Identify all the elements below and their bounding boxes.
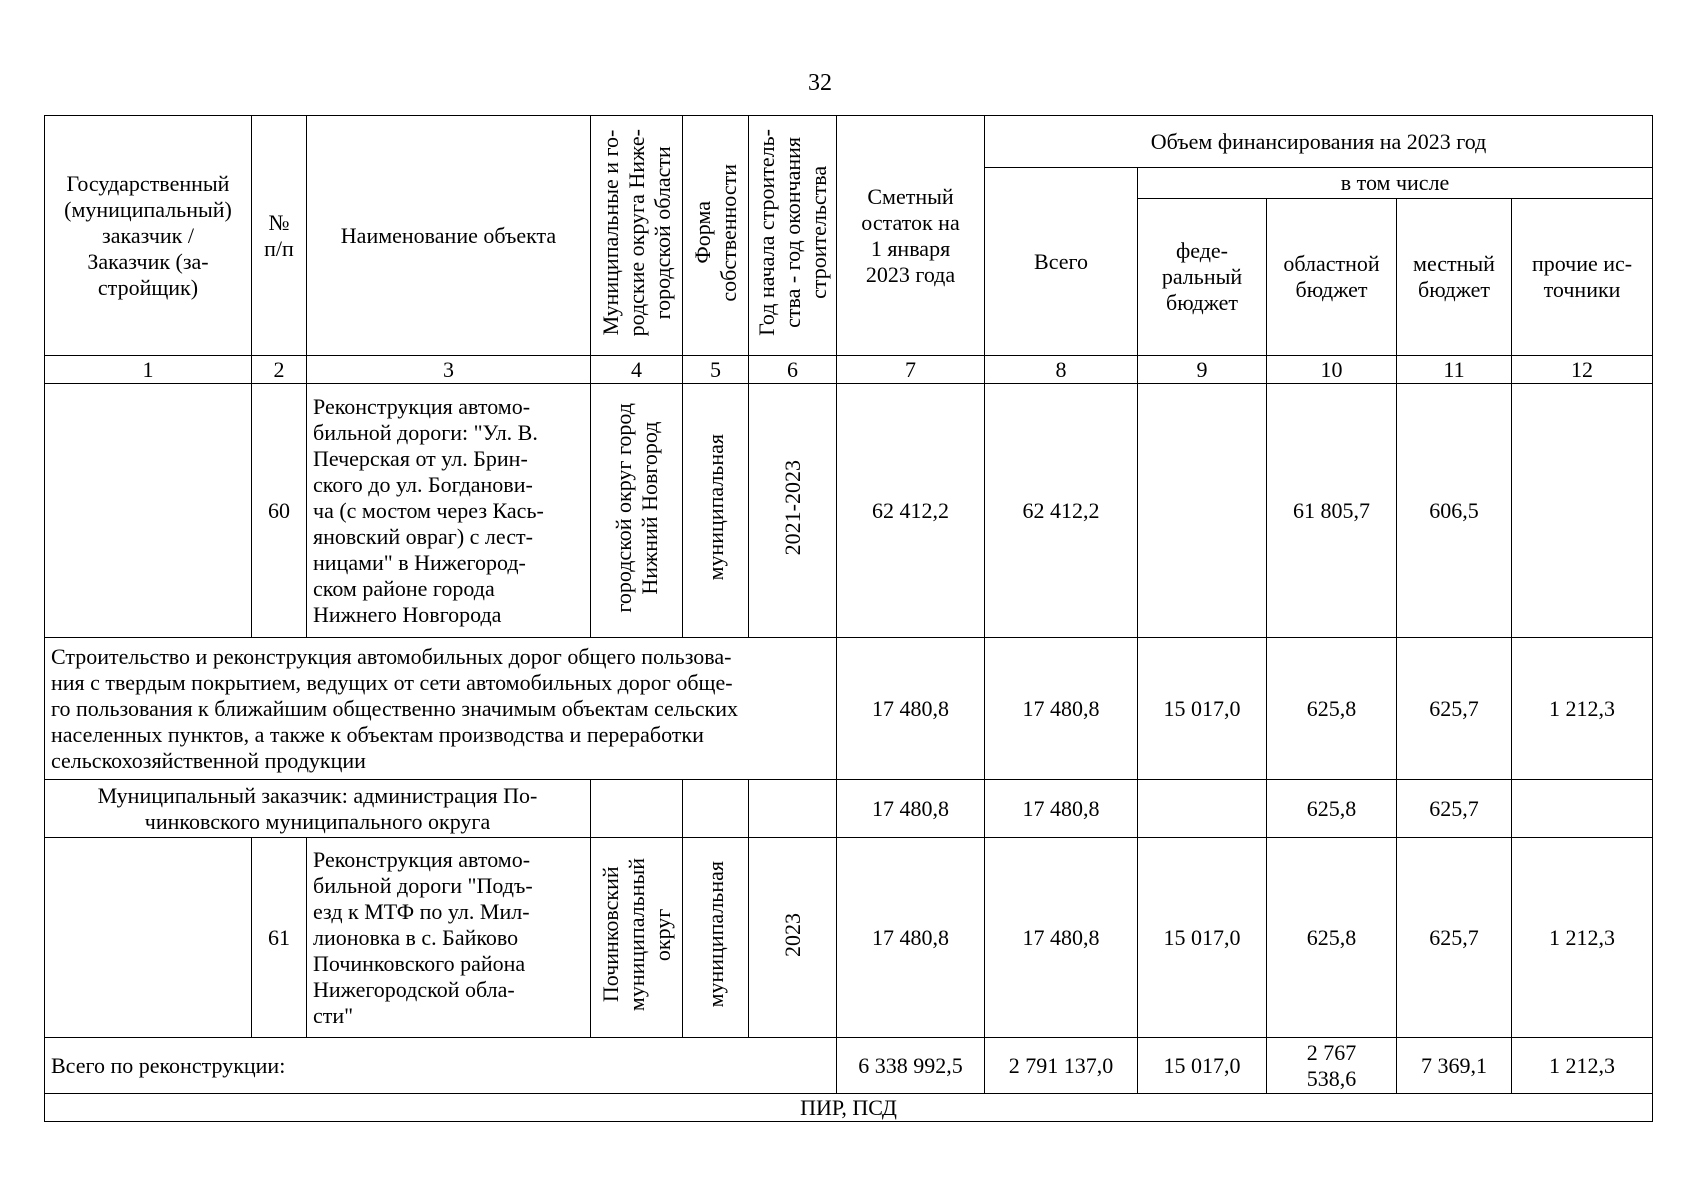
header-number: № п/п xyxy=(252,116,307,356)
federal-value: 15 017,0 xyxy=(1138,1038,1267,1094)
local-value: 625,7 xyxy=(1397,638,1512,780)
regional-value: 625,8 xyxy=(1267,780,1397,838)
customer-cell xyxy=(45,384,252,638)
total-value: 2 791 137,0 xyxy=(985,1038,1138,1094)
header-regional: областной бюджет xyxy=(1267,199,1397,356)
empty-cell xyxy=(683,780,749,838)
object-name: Реконструкция автомо- бильной дороги: "Ул. В. Печерская от ул. Брин- ского до ул. Богданови- ча (с мостом через Кась- яновский овраг) с лест- ницами" в Нижегород- ском районе города Нижнего Новгорода xyxy=(307,384,591,638)
header-federal: феде- ральный бюджет xyxy=(1138,199,1267,356)
row-number: 61 xyxy=(252,838,307,1038)
col-number: 2 xyxy=(252,356,307,384)
district-cell: городской округ город Нижний Новгород xyxy=(591,384,683,638)
federal-value: 15 017,0 xyxy=(1138,838,1267,1038)
header-ownership: Форма собственности xyxy=(683,116,749,356)
regional-value: 61 805,7 xyxy=(1267,384,1397,638)
empty-cell xyxy=(749,780,837,838)
header-years: Год начала строитель- ства - год окончания строительства xyxy=(749,116,837,356)
col-number: 6 xyxy=(749,356,837,384)
ownership-cell: муниципальная xyxy=(683,384,749,638)
table-row xyxy=(45,838,1653,1038)
district-cell: Починковский муниципальный округ xyxy=(591,838,683,1038)
estimate-value: 6 338 992,5 xyxy=(837,1038,985,1094)
federal-value xyxy=(1138,384,1267,638)
federal-value xyxy=(1138,780,1267,838)
section-title: Строительство и реконструкция автомобильных дорог общего пользова- ния с твердым покрытием, ведущих от сети автомобильных дорог обще- го пользования к ближайшим общественно значимым объектам сельских населенных пунктов, а также к объектам производства и переработки сельскохозяйственной продукции xyxy=(45,638,837,780)
table-row xyxy=(45,384,1653,638)
section-row xyxy=(45,638,1653,780)
col-number: 12 xyxy=(1512,356,1653,384)
regional-value: 2 767 538,6 xyxy=(1267,1038,1397,1094)
total-value: 17 480,8 xyxy=(985,838,1138,1038)
header-including: в том числе xyxy=(1138,168,1653,199)
col-number: 10 xyxy=(1267,356,1397,384)
local-value: 7 369,1 xyxy=(1397,1038,1512,1094)
other-value xyxy=(1512,384,1653,638)
other-value: 1 212,3 xyxy=(1512,838,1653,1038)
financing-table xyxy=(44,115,1653,1122)
customer-title: Муниципальный заказчик: администрация По- чинковского муниципального округа xyxy=(45,780,591,838)
footer-section-row xyxy=(45,1094,1653,1122)
regional-value: 625,8 xyxy=(1267,838,1397,1038)
other-value: 1 212,3 xyxy=(1512,1038,1653,1094)
col-number: 8 xyxy=(985,356,1138,384)
other-value: 1 212,3 xyxy=(1512,638,1653,780)
local-value: 625,7 xyxy=(1397,838,1512,1038)
col-number: 7 xyxy=(837,356,985,384)
empty-cell xyxy=(591,780,683,838)
regional-value: 625,8 xyxy=(1267,638,1397,780)
header-object-name: Наименование объекта xyxy=(307,116,591,356)
local-value: 625,7 xyxy=(1397,780,1512,838)
total-value: 62 412,2 xyxy=(985,384,1138,638)
years-cell: 2023 xyxy=(749,838,837,1038)
federal-value: 15 017,0 xyxy=(1138,638,1267,780)
col-number: 5 xyxy=(683,356,749,384)
header-total: Всего xyxy=(985,168,1138,356)
page-number: 32 xyxy=(808,70,832,96)
header-local: местный бюджет xyxy=(1397,199,1512,356)
local-value: 606,5 xyxy=(1397,384,1512,638)
total-value: 17 480,8 xyxy=(985,780,1138,838)
estimate-value: 17 480,8 xyxy=(837,838,985,1038)
other-value xyxy=(1512,780,1653,838)
header-other: прочие ис- точники xyxy=(1512,199,1653,356)
customer-row xyxy=(45,780,1653,838)
estimate-value: 62 412,2 xyxy=(837,384,985,638)
customer-cell xyxy=(45,838,252,1038)
header-estimate: Сметный остаток на 1 января 2023 года xyxy=(837,116,985,356)
total-value: 17 480,8 xyxy=(985,638,1138,780)
estimate-value: 17 480,8 xyxy=(837,638,985,780)
col-number: 9 xyxy=(1138,356,1267,384)
col-number: 4 xyxy=(591,356,683,384)
col-number: 1 xyxy=(45,356,252,384)
header-funding: Объем финансирования на 2023 год xyxy=(985,116,1653,168)
total-label: Всего по реконструкции: xyxy=(45,1038,837,1094)
header-district: Муниципальные и го- родские округа Ниже- городской области xyxy=(591,116,683,356)
header-customer: Государственный (муниципальный) заказчик / Заказчик (за- стройщик) xyxy=(45,116,252,356)
years-cell: 2021-2023 xyxy=(749,384,837,638)
ownership-cell: муниципальная xyxy=(683,838,749,1038)
object-name: Реконструкция автомо- бильной дороги "Подъ- езд к МТФ по ул. Мил- лионовка в с. Байково Починковского района Нижегородской обла- сти" xyxy=(307,838,591,1038)
col-number: 3 xyxy=(307,356,591,384)
total-row xyxy=(45,1038,1653,1094)
footer-section-title: ПИР, ПСД xyxy=(45,1094,1653,1122)
row-number: 60 xyxy=(252,384,307,638)
col-number: 11 xyxy=(1397,356,1512,384)
estimate-value: 17 480,8 xyxy=(837,780,985,838)
